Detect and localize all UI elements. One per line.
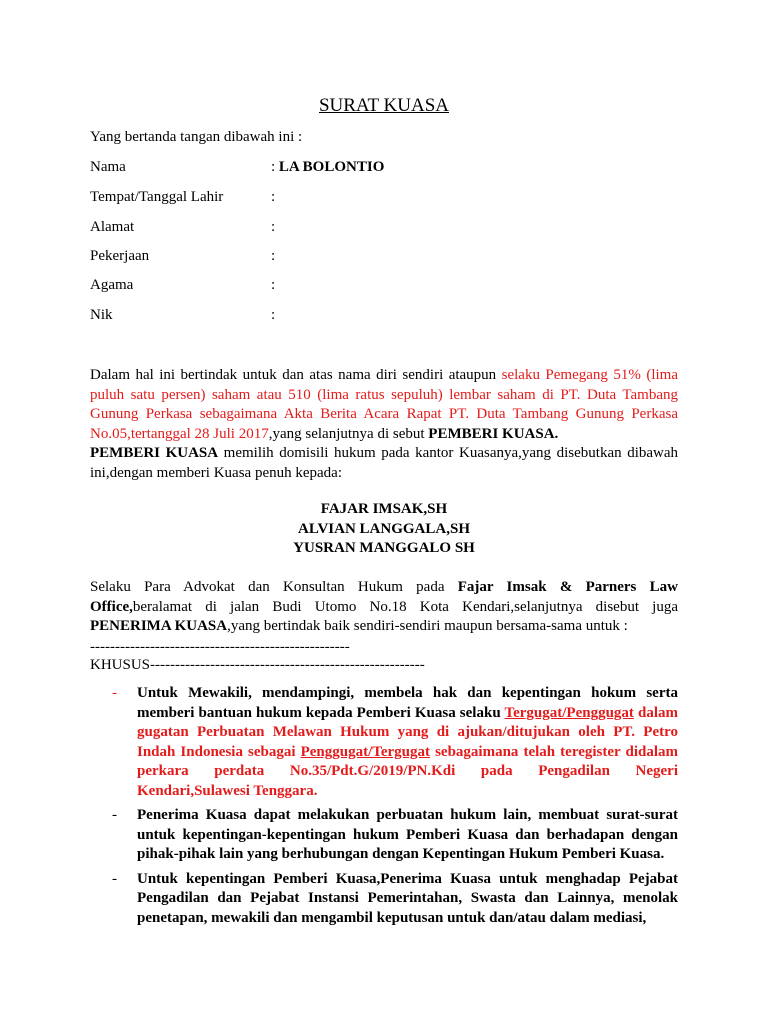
field-value	[271, 158, 384, 178]
shareholder-clause: selaku Pemegang 51% (lima puluh satu persen) saham atau 510 (lima ratus sepuluh) lembar saham di PT. Duta Tambang Gunung Perkasa sebagaimana Akta Berita Acara Rapat PT. Duta Tambang Gunung Perkasa No.05,tertanggal 28 Juli 2017	[90, 367, 678, 442]
paragraph-authority	[90, 366, 678, 444]
field-value	[271, 306, 275, 326]
field-separator: :	[271, 219, 276, 235]
item-text: Untuk kepentingan Pemberi Kuasa,Penerima Kuasa untuk menghadap Pejabat Pengadilan dan Pejabat Instansi Pemerintahan, Swasta dan Lainnya, menolak penetapan, mewakili dan mengambil keputusan untuk dan/atau dalam mediasi,	[137, 870, 678, 926]
power-item	[90, 870, 678, 929]
lawyer-name: FAJAR IMSAK,SH	[320, 501, 448, 517]
recipient-term: PENERIMA KUASA	[90, 618, 228, 634]
power-item	[90, 684, 678, 801]
field-label: Alamat	[90, 219, 135, 235]
field-label: Agama	[90, 277, 134, 293]
field-label: Nama	[90, 159, 126, 175]
paragraph-domicile	[90, 444, 678, 483]
intro-text: Yang bertanda tangan dibawah ini :	[90, 129, 303, 145]
party-role: Penggugat/Tergugat	[300, 743, 431, 760]
document-title	[0, 94, 768, 118]
field-separator: :	[271, 159, 276, 175]
lawyer-name: YUSRAN MANGGALO SH	[293, 540, 475, 556]
field-separator: :	[271, 277, 276, 293]
paragraph-text: ,yang selanjutnya di sebut	[268, 425, 429, 442]
bullet-marker: -	[112, 685, 117, 701]
law-office-name: Fajar Imsak & Parners Law Office,	[90, 579, 678, 615]
paragraph-text: ,yang bertindak baik sendiri-sendiri maupun bersama-sama untuk :	[227, 618, 628, 634]
dash-separator: ----------------------------------------------------	[90, 639, 350, 655]
bullet-marker: -	[112, 870, 117, 887]
paragraph-text: Selaku Para Advokat dan Konsultan Hukum pada	[90, 579, 458, 595]
item-text-red: sebagaimana telah teregister didalam perkara perdata No.35/Pdt.G/2019/PN.Kdi pada Pengadilan Negeri Kendari,Sulawesi Tenggara.	[137, 743, 678, 799]
field-value	[271, 276, 275, 296]
title-text: SURAT KUASA	[318, 95, 450, 116]
field-separator: :	[271, 248, 276, 264]
paragraph-text: memilih domisili hukum pada kantor Kuasanya,yang disebutkan dibawah ini,dengan memberi Kuasa penuh kepada:	[90, 445, 679, 481]
paragraph-text: beralamat di jalan Budi Utomo No.18 Kota Kendari,selanjutnya disebut juga	[132, 598, 678, 615]
power-list	[90, 684, 678, 933]
power-item	[90, 806, 678, 865]
grantor-name: LA BOLONTIO	[278, 159, 385, 175]
item-text: Penerima Kuasa dapat melakukan perbuatan hukum lain, membuat surat-surat untuk kepentingan-kepentingan hukum Pemberi Kuasa dan berhadapan dengan pihak-pihak lain yang berhubungan dengan Kepentingan Hukum Pemberi Kuasa.	[137, 807, 678, 862]
field-label: Nik	[90, 307, 113, 323]
field-value	[271, 218, 275, 238]
item-text: Untuk Mewakili, mendampingi, membela hak dan kepentingan hokum serta memberi bantuan hukum kepada Pemberi Kuasa selaku	[137, 685, 678, 721]
grantor-term: PEMBERI KUASA.	[428, 425, 559, 442]
paragraph-text: Dalam hal ini bertindak untuk dan atas nama diri sendiri ataupun	[90, 367, 502, 383]
lawyer-name: ALVIAN LANGGALA,SH	[298, 520, 470, 537]
paragraph-recipient	[90, 578, 678, 637]
field-label: Pekerjaan	[90, 248, 150, 264]
khusus-heading: KHUSUS-------------------------------------------------------	[90, 657, 425, 673]
field-value	[271, 188, 275, 208]
field-separator: :	[271, 189, 276, 205]
item-text-red: dalam gugatan Perbuatan Melawan Hukum yang di ajukan/ditujukan oleh PT. Petro Indah Indonesia sebagai	[137, 704, 678, 760]
field-value	[271, 247, 275, 267]
party-role: Tergugat/Penggugat	[504, 704, 634, 721]
lawyer-list	[0, 500, 768, 559]
grantor-term: PEMBERI KUASA	[90, 445, 219, 461]
bullet-marker: -	[112, 807, 117, 823]
field-separator: :	[271, 307, 276, 323]
field-label: Tempat/Tanggal Lahir	[90, 189, 224, 205]
